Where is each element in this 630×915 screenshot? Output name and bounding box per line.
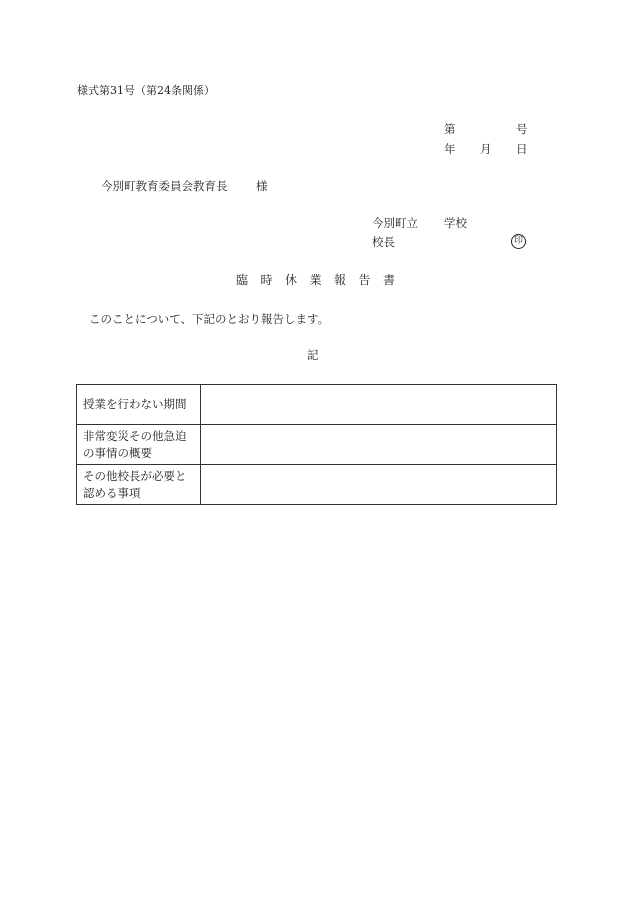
- row-label: 非常変災その他急迫の事情の概要: [77, 425, 201, 465]
- date-month-label: 月: [480, 142, 492, 156]
- form-number-title: 様式第31号（第24条関係）: [77, 84, 215, 97]
- table-row: [77, 425, 557, 465]
- report-items-table: [76, 384, 557, 505]
- doc-number-prefix: 第: [444, 122, 456, 136]
- document-title: 臨時休業報告書: [236, 273, 408, 287]
- sender-school-prefix: 今別町立: [372, 216, 418, 230]
- date-day-label: 日: [516, 142, 528, 156]
- date-year-label: 年: [444, 142, 456, 156]
- row-value-field[interactable]: [201, 465, 557, 505]
- ki-heading: 記: [307, 348, 319, 362]
- table-row: [77, 385, 557, 425]
- addressee-honorific: 様: [256, 179, 268, 193]
- seal-stamp-icon: 印: [511, 234, 526, 249]
- row-label: 授業を行わない期間: [77, 385, 201, 425]
- sender-school-suffix: 学校: [444, 216, 467, 230]
- addressee-name: 今別町教育委員会教育長: [101, 179, 228, 193]
- table-row: [77, 465, 557, 505]
- row-label: その他校長が必要と認める事項: [77, 465, 201, 505]
- sender-principal-label: 校長: [372, 235, 395, 249]
- row-value-field[interactable]: [201, 385, 557, 425]
- row-value-field[interactable]: [201, 425, 557, 465]
- body-text: このことについて、下記のとおり報告します。: [89, 312, 330, 326]
- doc-number-suffix: 号: [516, 122, 528, 136]
